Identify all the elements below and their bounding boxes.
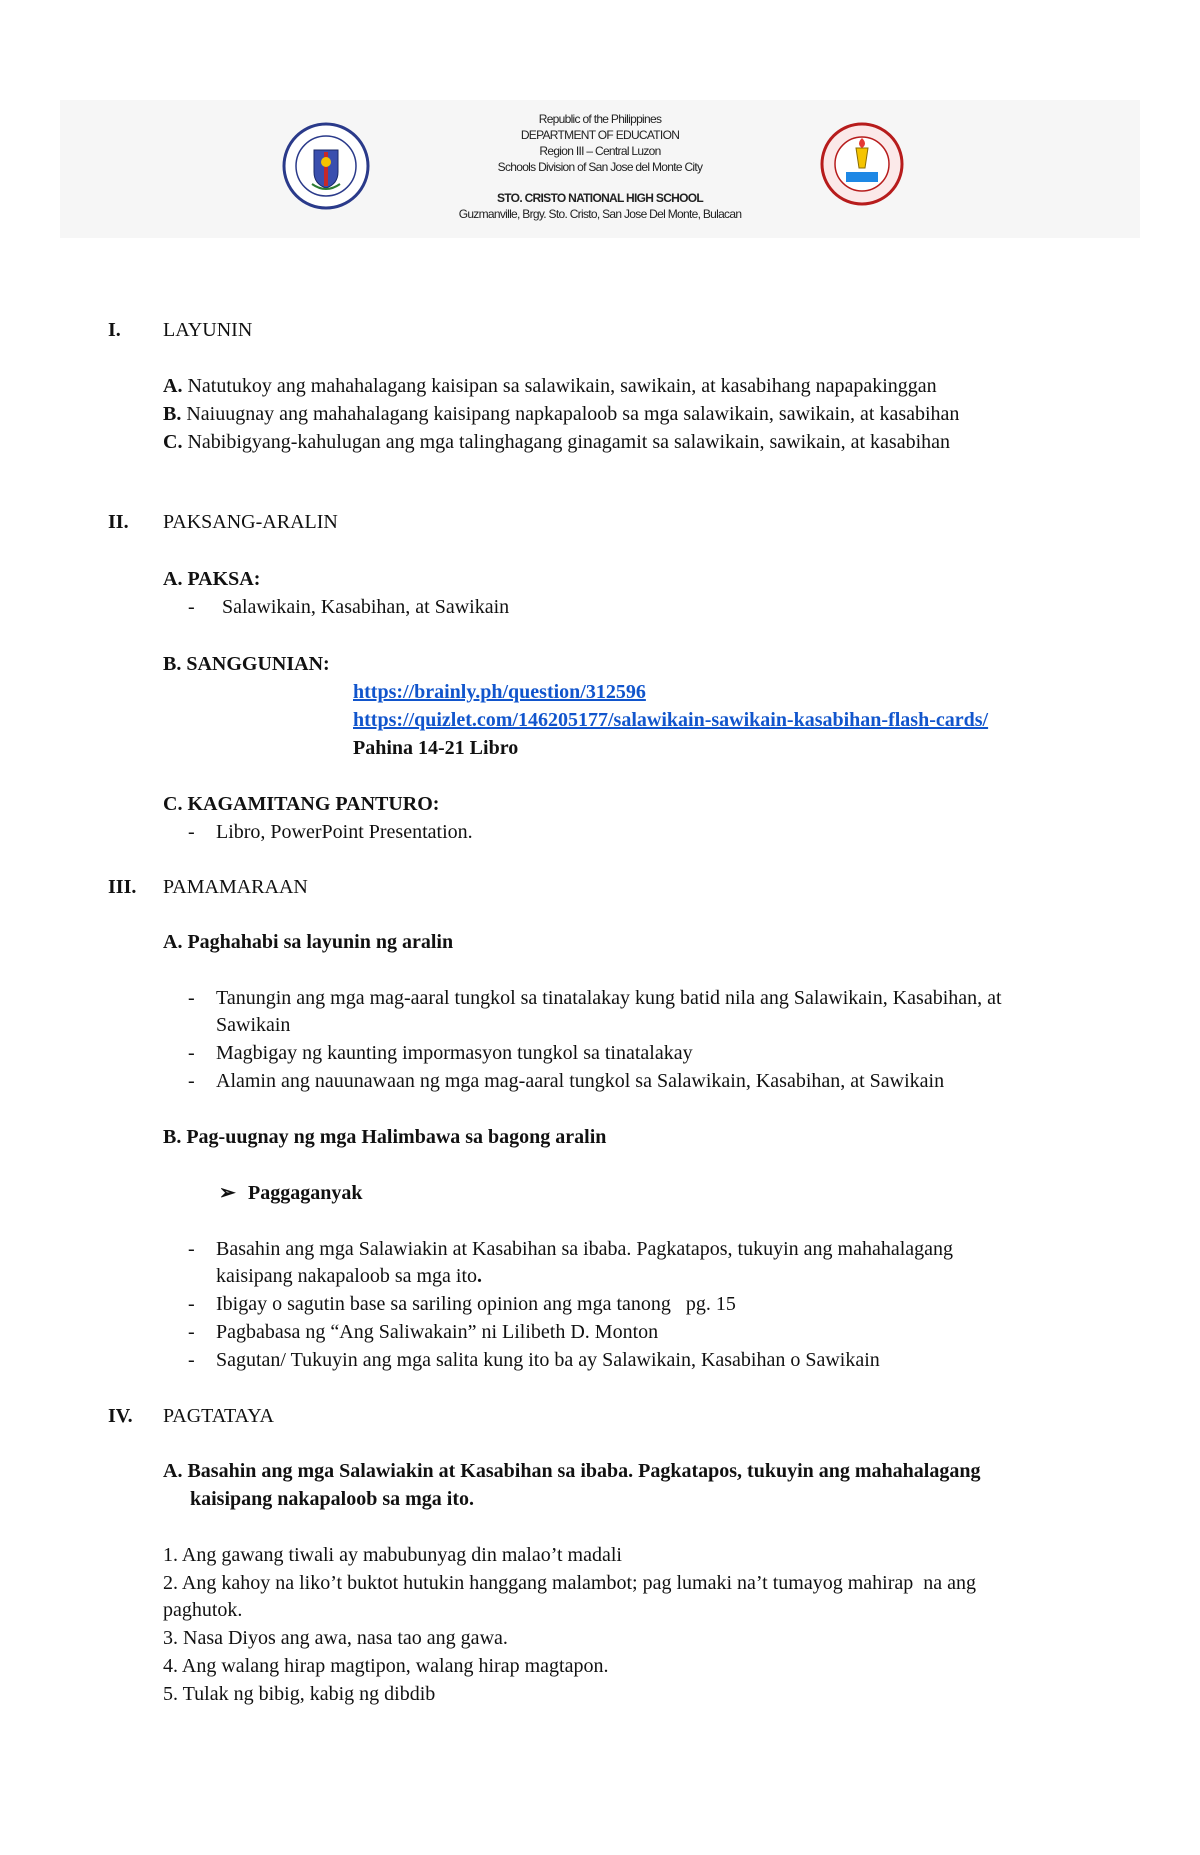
procedure-item: Ibigay o sagutin base sa sariling opinion ang mga tanong pg. 15 — [216, 1293, 736, 1315]
assessment-item: 3. Nasa Diyos ang awa, nasa tao ang gawa. — [163, 1627, 508, 1649]
objective-b — [163, 402, 959, 426]
bullet-dash: - — [188, 1238, 195, 1260]
procedure-item: Basahin ang mga Salawiakin at Kasabihan sa ibaba. Pagkatapos, tukuyin ang mahahalagang — [216, 1238, 954, 1260]
reference-link[interactable]: https://quizlet.com/146205177/salawikain-sawikain-kasabihan-flash-cards/ — [353, 709, 989, 731]
reference-link[interactable]: https://brainly.ph/question/312596 — [353, 681, 646, 703]
section-number: IV. — [108, 1405, 133, 1427]
section-number: III. — [108, 876, 137, 898]
kagamitan-item: Libro, PowerPoint Presentation. — [216, 821, 473, 843]
header-school: STO. CRISTO NATIONAL HIGH SCHOOL — [496, 191, 704, 205]
assessment-item: 4. Ang walang hirap magtipon, walang hirap magtapon. — [163, 1655, 609, 1677]
bullet-dash: - — [188, 596, 195, 618]
assessment-item: 5. Tulak ng bibig, kabig ng dibdib — [163, 1683, 436, 1705]
objective-text: Nabibigyang-kahulugan ang mga talinghagang ginagamit sa salawikain, sawikain, at kasabihan — [182, 431, 951, 453]
procedure-item — [216, 1264, 482, 1288]
section-title: PAMAMARAAN — [163, 876, 308, 898]
header-republic: Republic of the Philippines — [538, 112, 662, 126]
assessment-item: 1. Ang gawang tiwali ay mabubunyag din malao’t madali — [163, 1544, 622, 1566]
paksa-item: Salawikain, Kasabihan, at Sawikain — [222, 596, 510, 618]
bullet-dash: - — [188, 1070, 195, 1092]
bullet-dash: - — [188, 821, 195, 843]
header-region: Region III – Central Luzon — [539, 144, 661, 158]
arrow-bullet-icon: ➢ — [219, 1182, 236, 1204]
bullet-dash: - — [188, 987, 195, 1009]
section-number: II. — [108, 511, 129, 533]
bullet-dash: - — [188, 1349, 195, 1371]
procedure-item: Alamin ang nauunawaan ng mga mag-aaral tungkol sa Salawikain, Kasabihan, at Sawikain — [216, 1070, 945, 1092]
subsection-label: B. Pag-uugnay ng mga Halimbawa sa bagong aralin — [163, 1126, 607, 1148]
bullet-dash: - — [188, 1042, 195, 1064]
kagamitan-label: C. KAGAMITANG PANTURO: — [163, 793, 440, 815]
procedure-item-text: kaisipang nakapaloob sa mga ito — [216, 1265, 478, 1287]
assessment-item: paghutok. — [163, 1599, 243, 1621]
objective-letter: A. — [163, 375, 183, 397]
header-division: Schools Division of San Jose del Monte City — [497, 160, 703, 174]
assessment-instruction: kaisipang nakapaloob sa mga ito. — [190, 1488, 474, 1510]
reference-book: Pahina 14-21 Libro — [353, 737, 519, 759]
bullet-dash: - — [188, 1321, 195, 1343]
objective-a — [163, 374, 937, 398]
procedure-item: Tanungin ang mga mag-aaral tungkol sa tinatalakay kung batid nila ang Salawikain, Kasabihan, at — [216, 987, 1002, 1009]
objective-letter: C. — [163, 431, 183, 453]
section-title: PAKSANG-ARALIN — [163, 511, 338, 533]
section-number: I. — [108, 319, 121, 341]
header-address: Guzmanville, Brgy. Sto. Cristo, San Jose Del Monte, Bulacan — [458, 207, 742, 221]
procedure-item: Magbigay ng kaunting impormasyon tungkol sa tinatalakay — [216, 1042, 693, 1064]
paggaganyak-label: Paggaganyak — [248, 1182, 363, 1204]
section-title: LAYUNIN — [163, 319, 253, 341]
assessment-instruction: A. Basahin ang mga Salawiakin at Kasabihan sa ibaba. Pagkatapos, tukuyin ang mahahalagang — [163, 1460, 981, 1482]
objective-text: Natutukoy ang mahahalagang kaisipan sa salawikain, sawikain, at kasabihang napapakinggan — [182, 375, 937, 397]
procedure-item: Sawikain — [216, 1014, 291, 1036]
procedure-item: Pagbabasa ng “Ang Saliwakain” ni Lilibeth D. Monton — [216, 1321, 659, 1343]
header-department: DEPARTMENT OF EDUCATION — [520, 128, 680, 142]
objective-c — [163, 430, 950, 454]
objective-text: Naiuugnay ang mahahalagang kaisipang napkapaloob sa mga salawikain, sawikain, at kasabihan — [181, 403, 960, 425]
subsection-label: A. Paghahabi sa layunin ng aralin — [163, 931, 454, 953]
bullet-dash: - — [188, 1293, 195, 1315]
section-title: PAGTATAYA — [163, 1405, 274, 1427]
paksa-label: A. PAKSA: — [163, 568, 261, 590]
assessment-item: 2. Ang kahoy na liko’t buktot hutukin hanggang malambot; pag lumaki na’t tumayog mahirap na ang — [163, 1572, 977, 1594]
procedure-item: Sagutan/ Tukuyin ang mga salita kung ito ba ay Salawikain, Kasabihan o Sawikain — [216, 1349, 880, 1371]
procedure-item-period: . — [477, 1265, 483, 1287]
objective-letter: B. — [163, 403, 182, 425]
sanggunian-label: B. SANGGUNIAN: — [163, 653, 330, 675]
